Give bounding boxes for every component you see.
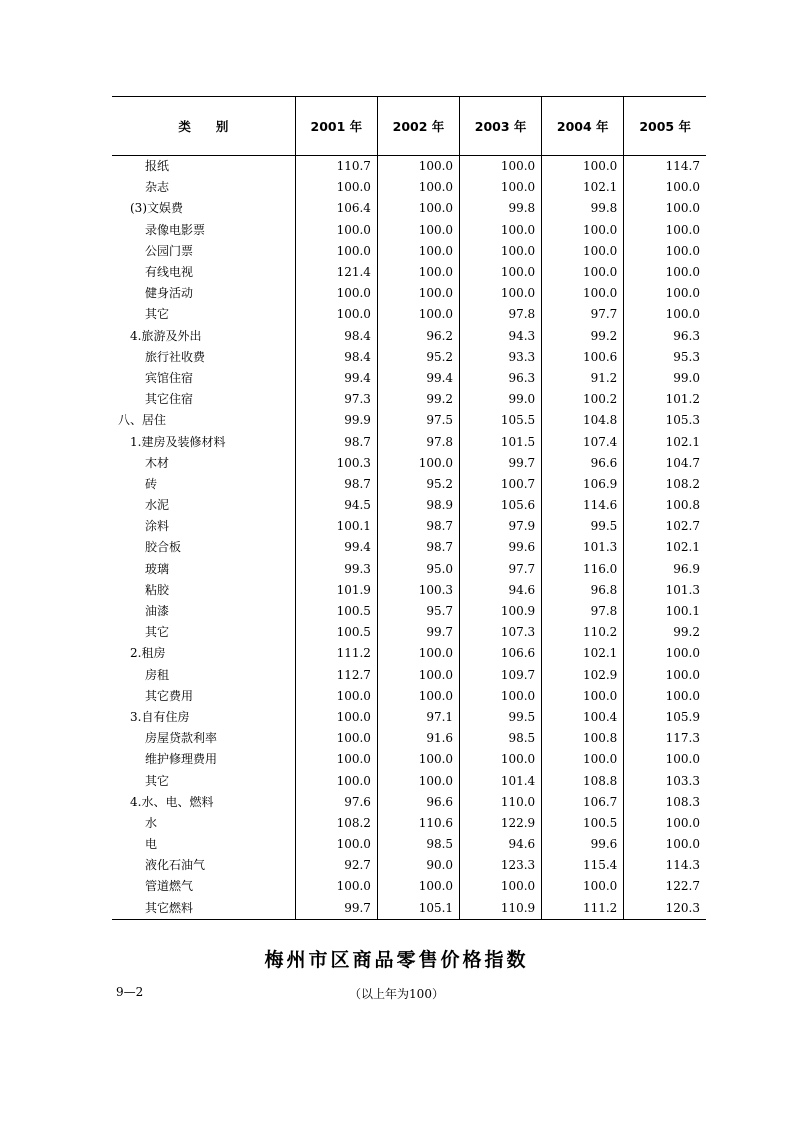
index-value-cell: 100.0: [460, 241, 542, 262]
index-value-cell: 100.0: [295, 770, 377, 791]
index-value-cell: 103.3: [624, 770, 706, 791]
index-value-cell: 100.0: [295, 834, 377, 855]
index-value-cell: 100.0: [377, 770, 459, 791]
row-category-label: 4.旅游及外出: [130, 328, 202, 343]
table-row: [112, 792, 706, 813]
table-number: 9—2: [116, 985, 144, 999]
index-value-cell: 99.7: [377, 622, 459, 643]
index-value-cell: 110.7: [295, 156, 377, 178]
row-category-label: 健身活动: [145, 286, 194, 301]
index-value-cell: 97.8: [460, 304, 542, 325]
index-value-cell: 101.3: [624, 580, 706, 601]
index-value-cell: 101.9: [295, 580, 377, 601]
index-value-cell: 100.0: [295, 749, 377, 770]
index-value-cell: 97.8: [542, 601, 624, 622]
index-value-cell: 100.9: [460, 601, 542, 622]
index-value-cell: 100.6: [542, 347, 624, 368]
index-value-cell: 94.5: [295, 495, 377, 516]
index-value-cell: 100.0: [460, 876, 542, 897]
index-value-cell: 100.1: [295, 516, 377, 537]
table-row: [112, 898, 706, 920]
index-value-cell: 98.7: [295, 431, 377, 452]
index-value-cell: 96.3: [460, 368, 542, 389]
table-row: [112, 368, 706, 389]
index-value-cell: 100.3: [377, 580, 459, 601]
index-value-cell: 121.4: [295, 262, 377, 283]
index-value-cell: 100.0: [624, 665, 706, 686]
index-value-cell: 100.0: [624, 198, 706, 219]
index-value-cell: 99.3: [295, 559, 377, 580]
index-value-cell: 100.0: [542, 876, 624, 897]
index-value-cell: 100.0: [624, 686, 706, 707]
index-value-cell: 102.9: [542, 665, 624, 686]
table-row: [112, 453, 706, 474]
index-value-cell: 114.3: [624, 855, 706, 876]
index-value-cell: 100.0: [295, 686, 377, 707]
row-category-label: 3.自有住房: [130, 709, 190, 724]
table-row: [112, 770, 706, 791]
index-value-cell: 98.7: [377, 537, 459, 558]
table-row: [112, 177, 706, 198]
index-value-cell: 100.5: [295, 601, 377, 622]
index-value-cell: 101.3: [542, 537, 624, 558]
index-value-cell: 99.2: [377, 389, 459, 410]
row-category-label: 水泥: [145, 498, 170, 513]
index-value-cell: 102.1: [542, 643, 624, 664]
index-value-cell: 105.6: [460, 495, 542, 516]
index-value-cell: 99.2: [542, 326, 624, 347]
index-value-cell: 92.7: [295, 855, 377, 876]
index-value-cell: 100.0: [295, 304, 377, 325]
page-title: 梅州市区商品零售价格指数: [264, 949, 529, 971]
index-value-cell: 90.0: [377, 855, 459, 876]
index-value-cell: 112.7: [295, 665, 377, 686]
index-value-cell: 100.0: [624, 241, 706, 262]
table-row: [112, 304, 706, 325]
index-value-cell: 95.7: [377, 601, 459, 622]
index-value-cell: 100.0: [377, 686, 459, 707]
row-category-label: 水: [145, 815, 158, 830]
index-value-cell: 100.3: [295, 453, 377, 474]
index-value-cell: 100.8: [624, 495, 706, 516]
index-value-cell: 108.8: [542, 770, 624, 791]
index-value-cell: 99.4: [295, 537, 377, 558]
row-category-label: 维护修理费用: [145, 752, 218, 767]
index-value-cell: 104.7: [624, 453, 706, 474]
index-value-cell: 111.2: [295, 643, 377, 664]
index-value-cell: 99.8: [460, 198, 542, 219]
index-value-cell: 100.0: [624, 813, 706, 834]
index-value-cell: 99.8: [542, 198, 624, 219]
table-row: [112, 198, 706, 219]
index-value-cell: 100.0: [295, 177, 377, 198]
index-value-cell: 110.0: [460, 792, 542, 813]
header-category: 类 别: [112, 97, 295, 156]
table-body: [112, 156, 706, 920]
index-value-cell: 105.5: [460, 410, 542, 431]
index-value-cell: 99.4: [295, 368, 377, 389]
index-value-cell: 116.0: [542, 559, 624, 580]
index-value-cell: 98.5: [377, 834, 459, 855]
index-value-cell: 91.6: [377, 728, 459, 749]
index-value-cell: 102.1: [624, 431, 706, 452]
index-value-cell: 97.3: [295, 389, 377, 410]
table-subtitle: （以上年为100）: [349, 987, 444, 1001]
index-value-cell: 104.8: [542, 410, 624, 431]
index-value-cell: 102.7: [624, 516, 706, 537]
index-value-cell: 100.0: [542, 749, 624, 770]
index-value-cell: 100.5: [295, 622, 377, 643]
index-value-cell: 100.0: [295, 220, 377, 241]
index-value-cell: 100.0: [377, 749, 459, 770]
table-row: [112, 728, 706, 749]
index-value-cell: 97.1: [377, 707, 459, 728]
index-value-cell: 110.2: [542, 622, 624, 643]
index-value-cell: 100.0: [295, 241, 377, 262]
index-value-cell: 96.6: [542, 453, 624, 474]
row-category-label: 其它燃料: [112, 898, 295, 920]
row-category-label: 4.水、电、燃料: [130, 794, 214, 809]
index-value-cell: 96.6: [377, 792, 459, 813]
index-value-cell: 100.0: [542, 283, 624, 304]
index-value-cell: 100.0: [377, 304, 459, 325]
index-value-cell: 100.0: [377, 876, 459, 897]
table-row: [112, 156, 706, 178]
index-value-cell: 99.6: [542, 834, 624, 855]
index-value-cell: 120.3: [624, 898, 706, 920]
index-value-cell: 100.0: [295, 876, 377, 897]
header-year-2002: 2002 年: [377, 97, 459, 156]
table-row: [112, 495, 706, 516]
table-row: [112, 876, 706, 897]
index-value-cell: 95.2: [377, 474, 459, 495]
index-value-cell: 100.2: [542, 389, 624, 410]
index-value-cell: 91.2: [542, 368, 624, 389]
index-value-cell: 100.0: [460, 262, 542, 283]
index-value-cell: 100.0: [377, 156, 459, 178]
index-value-cell: 111.2: [542, 898, 624, 920]
index-value-cell: 107.3: [460, 622, 542, 643]
index-value-cell: 98.7: [377, 516, 459, 537]
index-value-cell: 100.0: [377, 220, 459, 241]
index-value-cell: 100.0: [624, 834, 706, 855]
index-value-cell: 95.2: [377, 347, 459, 368]
index-value-cell: 100.0: [624, 283, 706, 304]
table-row: [112, 431, 706, 452]
index-value-cell: 100.0: [624, 220, 706, 241]
index-value-cell: 100.0: [377, 643, 459, 664]
index-value-cell: 99.2: [624, 622, 706, 643]
table-row: [112, 474, 706, 495]
row-category-label: 有线电视: [145, 265, 194, 280]
index-value-cell: 101.5: [460, 431, 542, 452]
index-value-cell: 122.9: [460, 813, 542, 834]
index-value-cell: 100.0: [542, 262, 624, 283]
index-value-cell: 99.0: [460, 389, 542, 410]
index-value-cell: 99.5: [542, 516, 624, 537]
row-category-label: 油漆: [145, 604, 170, 619]
index-value-cell: 100.0: [377, 262, 459, 283]
index-value-cell: 94.6: [460, 580, 542, 601]
index-value-cell: 106.6: [460, 643, 542, 664]
index-value-cell: 99.7: [295, 898, 377, 920]
index-value-cell: 100.0: [460, 686, 542, 707]
index-value-cell: 100.0: [460, 156, 542, 178]
index-value-cell: 98.4: [295, 347, 377, 368]
index-value-cell: 98.4: [295, 326, 377, 347]
index-value-cell: 100.7: [460, 474, 542, 495]
index-value-cell: 94.6: [460, 834, 542, 855]
row-category-label: 杂志: [145, 180, 170, 195]
index-value-cell: 100.4: [542, 707, 624, 728]
index-value-cell: 96.9: [624, 559, 706, 580]
header-year-2001: 2001 年: [295, 97, 377, 156]
index-value-cell: 100.0: [377, 453, 459, 474]
index-value-cell: 100.0: [542, 156, 624, 178]
index-value-cell: 97.8: [377, 431, 459, 452]
row-category-label: 电: [145, 837, 158, 852]
index-value-cell: 106.7: [542, 792, 624, 813]
table-row: [112, 707, 706, 728]
index-value-cell: 102.1: [624, 537, 706, 558]
index-value-cell: 107.4: [542, 431, 624, 452]
index-value-cell: 100.0: [295, 283, 377, 304]
index-value-cell: 122.7: [624, 876, 706, 897]
index-value-cell: 100.0: [460, 220, 542, 241]
index-value-cell: 100.0: [460, 749, 542, 770]
index-value-cell: 100.0: [377, 665, 459, 686]
index-value-cell: 117.3: [624, 728, 706, 749]
index-value-cell: 96.8: [542, 580, 624, 601]
row-category-label: 宾馆住宿: [145, 370, 194, 385]
index-value-cell: 100.0: [460, 283, 542, 304]
index-value-cell: 109.7: [460, 665, 542, 686]
row-category-label: (3)文娱费: [130, 201, 183, 216]
table-row: [112, 410, 706, 431]
row-category-label: 其它: [145, 307, 170, 322]
index-value-cell: 99.6: [460, 537, 542, 558]
row-category-label: 其它: [145, 625, 170, 640]
index-value-cell: 100.5: [542, 813, 624, 834]
row-category-label: 液化石油气: [145, 858, 206, 873]
index-value-cell: 97.5: [377, 410, 459, 431]
table-row: [112, 537, 706, 558]
index-value-cell: 97.6: [295, 792, 377, 813]
index-value-cell: 100.0: [460, 177, 542, 198]
table-row: [112, 749, 706, 770]
row-category-label: 其它: [145, 773, 170, 788]
index-value-cell: 100.0: [295, 728, 377, 749]
table-row: [112, 262, 706, 283]
index-value-cell: 123.3: [460, 855, 542, 876]
index-value-cell: 115.4: [542, 855, 624, 876]
table-row: [112, 283, 706, 304]
index-value-cell: 108.3: [624, 792, 706, 813]
index-value-cell: 106.9: [542, 474, 624, 495]
index-value-cell: 110.9: [460, 898, 542, 920]
index-value-cell: 99.0: [624, 368, 706, 389]
index-value-cell: 105.1: [377, 898, 459, 920]
header-year-2005: 2005 年: [624, 97, 706, 156]
index-value-cell: 100.0: [377, 198, 459, 219]
row-category-label: 涂料: [145, 519, 170, 534]
index-value-cell: 100.0: [624, 304, 706, 325]
index-value-cell: 100.0: [624, 177, 706, 198]
table-row: [112, 389, 706, 410]
index-value-cell: 100.1: [624, 601, 706, 622]
price-index-table: [112, 96, 706, 920]
table-row: [112, 326, 706, 347]
row-category-label: 2.租房: [130, 646, 166, 661]
header-year-2003: 2003 年: [460, 97, 542, 156]
row-category-label: 房租: [145, 667, 170, 682]
index-value-cell: 100.0: [542, 220, 624, 241]
index-value-cell: 99.7: [460, 453, 542, 474]
index-value-cell: 105.3: [624, 410, 706, 431]
index-value-cell: 100.0: [624, 749, 706, 770]
index-value-cell: 100.0: [377, 177, 459, 198]
row-category-label: 录像电影票: [145, 222, 206, 237]
index-value-cell: 100.0: [624, 643, 706, 664]
table-row: [112, 622, 706, 643]
index-value-cell: 114.6: [542, 495, 624, 516]
table-row: [112, 580, 706, 601]
table-row: [112, 516, 706, 537]
index-value-cell: 100.0: [295, 707, 377, 728]
row-category-label: 玻璃: [145, 561, 170, 576]
index-value-cell: 95.0: [377, 559, 459, 580]
row-category-label: 其它费用: [145, 688, 194, 703]
row-category-label: 房屋贷款利率: [145, 731, 218, 746]
index-value-cell: 101.4: [460, 770, 542, 791]
table-row: [112, 855, 706, 876]
row-category-label: 其它住宿: [145, 392, 194, 407]
index-value-cell: 98.5: [460, 728, 542, 749]
table-header-row: [112, 97, 706, 156]
index-value-cell: 108.2: [624, 474, 706, 495]
table-row: [112, 686, 706, 707]
index-value-cell: 108.2: [295, 813, 377, 834]
index-value-cell: 102.1: [542, 177, 624, 198]
row-category-label: 1.建房及装修材料: [130, 434, 226, 449]
header-year-2004: 2004 年: [542, 97, 624, 156]
index-value-cell: 97.7: [542, 304, 624, 325]
row-category-label: 八、居住: [118, 413, 167, 428]
row-category-label: 报纸: [145, 159, 170, 174]
index-value-cell: 100.0: [377, 283, 459, 304]
index-value-cell: 98.7: [295, 474, 377, 495]
index-value-cell: 99.5: [460, 707, 542, 728]
table-row: [112, 347, 706, 368]
index-value-cell: 99.4: [377, 368, 459, 389]
index-value-cell: 100.0: [377, 241, 459, 262]
row-category-label: 砖: [145, 476, 158, 491]
index-value-cell: 97.7: [460, 559, 542, 580]
index-value-cell: 114.7: [624, 156, 706, 178]
row-category-label: 胶合板: [145, 540, 182, 555]
row-category-label: 管道燃气: [145, 879, 194, 894]
index-value-cell: 101.2: [624, 389, 706, 410]
table-row: [112, 220, 706, 241]
index-value-cell: 100.0: [542, 686, 624, 707]
index-value-cell: 94.3: [460, 326, 542, 347]
row-category-label: 木材: [145, 455, 170, 470]
index-value-cell: 95.3: [624, 347, 706, 368]
index-value-cell: 100.8: [542, 728, 624, 749]
index-value-cell: 99.9: [295, 410, 377, 431]
table-row: [112, 601, 706, 622]
table-row: [112, 643, 706, 664]
index-value-cell: 98.9: [377, 495, 459, 516]
row-category-label: 旅行社收费: [145, 349, 206, 364]
table-row: [112, 559, 706, 580]
index-value-cell: 100.0: [624, 262, 706, 283]
index-value-cell: 110.6: [377, 813, 459, 834]
table-row: [112, 834, 706, 855]
index-value-cell: 96.3: [624, 326, 706, 347]
table-row: [112, 241, 706, 262]
index-value-cell: 96.2: [377, 326, 459, 347]
table-row: [112, 813, 706, 834]
row-category-label: 公园门票: [145, 243, 194, 258]
index-value-cell: 106.4: [295, 198, 377, 219]
index-value-cell: 105.9: [624, 707, 706, 728]
index-value-cell: 100.0: [542, 241, 624, 262]
index-value-cell: 93.3: [460, 347, 542, 368]
table-row: [112, 665, 706, 686]
row-category-label: 粘胶: [145, 582, 170, 597]
index-value-cell: 97.9: [460, 516, 542, 537]
